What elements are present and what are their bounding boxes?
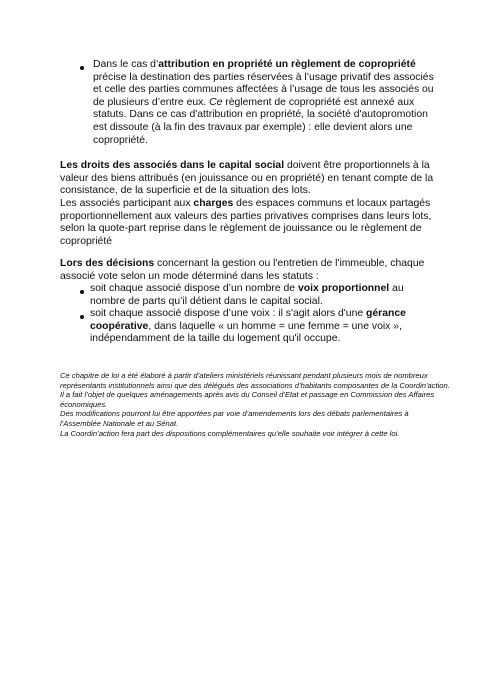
text: des espaces communs et locaux partagés proportionnellement aux valeurs des parties privatives comprises dans leurs lots, selon la quote-part reprise dans le règlement de jouissance ou le règlement de copropriété xyxy=(60,198,432,247)
editorial-notes xyxy=(60,371,450,438)
text: règlement de copropriété est annexé aux statuts. Dans ce cas d'attribution en propriété, la société d'autopromotion est dissoute (à la fin des travaux par exemple) : elle devient alors une copropriété. xyxy=(93,96,428,146)
note-text: Ce chapitre de loi a été élaboré à partir d’ateliers ministériels réunissant pendant plusieurs mois de nombreux représentants institutionnels ainsi que des délégués des associations d’habitants composantes de la Coordin'action. xyxy=(60,371,450,390)
bold-text: voix proportionnel xyxy=(297,283,390,294)
note-text: La Coordin’action fera part des dispositions complémentaires qu’elle souhaite voir intégrer à cette loi. xyxy=(60,428,400,438)
note-text: Des modifications pourront lui être apportées par voie d’amendements lors des débats parlementaires à l’Assemblée Nationale et au Sénat. xyxy=(60,409,409,428)
text: précise la destination des parties réservées à l’usage privatif des associés et celle des parties communes affectées à l’usage de tous les associés ou de plusieurs d’entre eux. xyxy=(93,71,434,108)
bullet-dot xyxy=(80,290,84,294)
italic-text: Ce xyxy=(209,96,223,108)
text: doivent être proportionnels à la valeur des biens attribués (en jouissance ou en propriété) en tenant compte de la consistance, de la superficie et de la situation des lots. xyxy=(60,160,434,197)
text: soit chaque associé dispose d’une voix : il s'agit alors d'une xyxy=(90,308,367,319)
text: Dans le cas d’ xyxy=(93,59,159,70)
bold-text: Lors des décisions xyxy=(60,258,155,269)
paragraph-charges xyxy=(60,198,445,248)
text: soit chaque associé dispose d’un nombre de xyxy=(90,283,298,294)
bullet-dot xyxy=(80,66,84,70)
bold-text: charges xyxy=(193,198,234,209)
bold-text: Les droits des associés dans le capital social xyxy=(60,160,285,171)
text: au nombre de parts qu’il détient dans le capital social. xyxy=(90,283,404,307)
paragraph-rights xyxy=(60,160,445,198)
list-item-voix-proportionnel xyxy=(90,283,420,308)
bold-text: attribution en propriété un règlement de copropriété xyxy=(158,59,416,70)
list-item-gerance-cooperative xyxy=(90,308,425,346)
bold-text: gérance coopérative xyxy=(90,308,406,332)
note-text: Il a fait l’objet de quelques aménagements après avis du Conseil d’Etat et passage en Commission des Affaires économiques. xyxy=(60,390,435,409)
bullet-dot xyxy=(80,315,84,319)
text: concernant la gestion ou l'entretien de l'immeuble, chaque associé vote selon un mode déterminé dans les statuts : xyxy=(60,258,425,282)
text: , dans laquelle « un homme = une femme = une voix », indépendamment de la taille du logement qu'il occupe. xyxy=(90,320,402,345)
text: Les associés participant aux xyxy=(60,198,194,209)
paragraph-decisions xyxy=(60,258,445,283)
bullet-copropriete xyxy=(93,59,438,147)
